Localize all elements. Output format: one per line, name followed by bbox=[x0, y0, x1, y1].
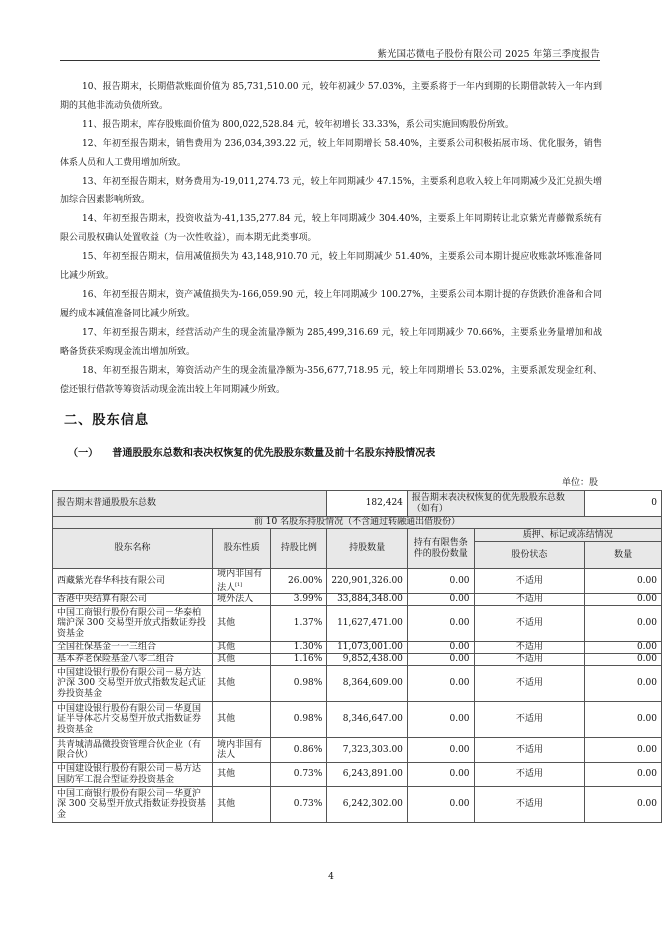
share-status bbox=[474, 606, 585, 642]
holding-amount bbox=[327, 654, 408, 666]
share-status-text: 不适用 bbox=[515, 642, 543, 653]
shareholder-name bbox=[53, 738, 213, 763]
holding-ratio bbox=[271, 702, 327, 738]
note-item: 13、年初至报告期末，财务费用为-19,011,274.73 元，较上年同期减少 47.15%，主要系利息收入较上年同期减少及汇兑损失增加综合因素影响所致。 bbox=[60, 176, 602, 206]
common-holders-value: 182,424 bbox=[327, 491, 408, 517]
shareholder-name-text: 全国社保基金一一三组合 bbox=[57, 642, 157, 653]
share-status-text: 不适用 bbox=[515, 799, 543, 810]
pledged-quantity bbox=[585, 606, 662, 642]
restricted-shares bbox=[407, 569, 474, 594]
shareholder-nature bbox=[213, 787, 271, 823]
share-status-text: 不适用 bbox=[515, 618, 543, 629]
pledged-quantity-text: 0.00 bbox=[636, 769, 657, 780]
header-amount: 持股数量 bbox=[327, 529, 408, 569]
holding-ratio bbox=[271, 594, 327, 606]
table-row bbox=[53, 702, 662, 738]
header-name: 股东名称 bbox=[53, 529, 213, 569]
pledged-quantity bbox=[585, 654, 662, 666]
pledged-quantity bbox=[585, 763, 662, 787]
share-status-text: 不适用 bbox=[515, 678, 543, 689]
holding-amount-text: 33,884,348.00 bbox=[337, 594, 403, 605]
shareholder-nature-text: 其他 bbox=[217, 769, 236, 780]
holding-amount bbox=[327, 787, 408, 823]
holding-ratio-text: 0.73% bbox=[293, 769, 323, 780]
pledged-quantity-text: 0.00 bbox=[636, 744, 657, 755]
share-status bbox=[474, 738, 585, 763]
unit-label: 单位：股 bbox=[561, 478, 598, 488]
shareholder-nature-text: 境内非国有法人 bbox=[217, 569, 263, 593]
share-status-text: 不适用 bbox=[515, 714, 543, 725]
header-restricted: 持有有限售条件的股份数量 bbox=[407, 529, 474, 569]
table-row bbox=[53, 594, 662, 606]
shareholder-name-text: 中国工商银行股份有限公司－华泰柏瑞沪深 300 交易型开放式指数证券投资基金 bbox=[57, 607, 206, 639]
shareholder-name bbox=[53, 642, 213, 654]
holding-amount bbox=[327, 738, 408, 763]
shareholder-table bbox=[52, 490, 662, 823]
holding-ratio-text: 0.98% bbox=[293, 714, 323, 725]
pledged-quantity-text: 0.00 bbox=[636, 594, 657, 605]
restricted-shares-text: 0.00 bbox=[449, 714, 470, 725]
shareholder-name-text: 中国建设银行股份有限公司－易方达国防军工混合型证券投资基金 bbox=[57, 764, 202, 785]
holding-amount bbox=[327, 763, 408, 787]
restricted-shares bbox=[407, 606, 474, 642]
share-status bbox=[474, 594, 585, 606]
restricted-shares bbox=[407, 763, 474, 787]
restricted-shares bbox=[407, 594, 474, 606]
holding-amount bbox=[327, 569, 408, 594]
notes-list bbox=[60, 78, 602, 399]
restricted-shares bbox=[407, 738, 474, 763]
holding-ratio bbox=[271, 787, 327, 823]
shareholder-nature-text: 其他 bbox=[217, 642, 236, 653]
restricted-shares bbox=[407, 654, 474, 666]
restricted-shares-text: 0.00 bbox=[449, 618, 470, 629]
pledged-quantity-text: 0.00 bbox=[636, 714, 657, 725]
holding-ratio bbox=[271, 654, 327, 666]
pledged-quantity bbox=[585, 666, 662, 702]
shareholder-nature bbox=[213, 642, 271, 654]
header-divider bbox=[60, 60, 600, 61]
pledged-quantity-text: 0.00 bbox=[636, 642, 657, 653]
restricted-shares-text: 0.00 bbox=[449, 799, 470, 810]
shareholder-nature bbox=[213, 702, 271, 738]
note-item: 12、年初至报告期末，销售费用为 236,034,393.22 元，较上年同期增长 58.40%，主要系公司积极拓展市场、优化服务，销售体系人员和人工费用增加所致。 bbox=[60, 138, 602, 168]
pledged-quantity bbox=[585, 702, 662, 738]
holding-ratio-text: 1.16% bbox=[293, 654, 323, 665]
subsection-number: （一） bbox=[68, 448, 99, 459]
holding-ratio bbox=[271, 569, 327, 594]
shareholder-name bbox=[53, 594, 213, 606]
table-row bbox=[53, 738, 662, 763]
holding-amount-text: 8,346,647.00 bbox=[342, 714, 403, 725]
shareholder-nature-text: 境内非国有法人 bbox=[217, 739, 263, 760]
holding-ratio bbox=[271, 763, 327, 787]
table-row bbox=[53, 569, 662, 594]
restricted-shares-text: 0.00 bbox=[449, 594, 470, 605]
note-item: 10、报告期末，长期借款账面价值为 85,731,510.00 元，较年初减少 57.03%，主要系将于一年内到期的长期借款转入一年内到期的其他非流动负债所致。 bbox=[60, 82, 602, 111]
restricted-shares bbox=[407, 666, 474, 702]
preferred-holders-value: 0 bbox=[585, 491, 662, 517]
pledged-quantity-text: 0.00 bbox=[636, 654, 657, 665]
holding-amount-text: 8,364,609.00 bbox=[342, 678, 403, 689]
pledged-quantity bbox=[585, 738, 662, 763]
holding-ratio-text: 0.73% bbox=[293, 799, 323, 810]
preferred-holders-label: 报告期末表决权恢复的优先股股东总数（如有） bbox=[407, 491, 584, 517]
holding-amount-text: 9,852,438.00 bbox=[342, 654, 403, 665]
holding-ratio-text: 0.98% bbox=[293, 678, 323, 689]
restricted-shares-text: 0.00 bbox=[449, 678, 470, 689]
holding-amount-text: 220,901,326.00 bbox=[331, 575, 403, 586]
holding-amount-text: 7,323,303.00 bbox=[342, 744, 403, 755]
report-title: 紫光国芯微电子股份有限公司 2025 年第三季度报告 bbox=[377, 49, 600, 60]
shareholder-name-text: 西藏紫光春华科技有限公司 bbox=[57, 575, 166, 586]
holding-amount bbox=[327, 606, 408, 642]
note-item: 16、年初至报告期末，资产减值损失为-166,059.90 元，较上年同期减少 100.27%，主要系公司本期计提的存货跌价准备和合同履约成本减值准备同比减少所致。 bbox=[60, 289, 602, 319]
restricted-shares bbox=[407, 642, 474, 654]
shareholder-nature bbox=[213, 594, 271, 606]
share-status bbox=[474, 654, 585, 666]
shareholder-nature bbox=[213, 606, 271, 642]
header-row bbox=[53, 529, 662, 542]
holding-ratio-text: 1.37% bbox=[293, 618, 323, 629]
table-row bbox=[53, 654, 662, 666]
restricted-shares-text: 0.00 bbox=[449, 744, 470, 755]
table-caption: 前 10 名股东持股情况（不含通过转融通出借股份） bbox=[53, 517, 662, 529]
shareholder-name-text: 共青城清晶微投资管理合伙企业（有限合伙） bbox=[57, 739, 202, 760]
pledged-quantity bbox=[585, 594, 662, 606]
page-number: 4 bbox=[328, 872, 334, 882]
table-row bbox=[53, 787, 662, 823]
shareholder-name bbox=[53, 654, 213, 666]
holding-amount bbox=[327, 642, 408, 654]
shareholder-name bbox=[53, 787, 213, 823]
header-quantity: 数量 bbox=[585, 542, 662, 569]
shareholder-name-text: 中国建设银行股份有限公司－易方达沪深 300 交易型开放式指数发起式证券投资基金 bbox=[57, 667, 206, 699]
note-item: 15、年初至报告期末，信用减值损失为 43,148,910.70 元，较上年同期减少 51.40%，主要系公司本期计提应收账款坏账准备同比减少所致。 bbox=[60, 252, 602, 282]
holding-ratio bbox=[271, 642, 327, 654]
share-status bbox=[474, 702, 585, 738]
share-status-text: 不适用 bbox=[515, 769, 543, 780]
holding-ratio bbox=[271, 738, 327, 763]
shareholder-nature-text: 其他 bbox=[217, 654, 236, 665]
share-status-text: 不适用 bbox=[515, 594, 543, 605]
pledged-quantity bbox=[585, 642, 662, 654]
shareholder-name bbox=[53, 666, 213, 702]
shareholder-name bbox=[53, 702, 213, 738]
table-caption-row bbox=[53, 517, 662, 529]
shareholder-nature bbox=[213, 666, 271, 702]
shareholder-nature bbox=[213, 654, 271, 666]
footnote-mark: [1] bbox=[235, 581, 243, 588]
shareholder-name bbox=[53, 763, 213, 787]
table-row bbox=[53, 666, 662, 702]
subsection-title bbox=[68, 444, 435, 459]
header-nature: 股东性质 bbox=[213, 529, 271, 569]
common-holders-label: 报告期末普通股股东总数 bbox=[53, 491, 327, 517]
holding-amount bbox=[327, 702, 408, 738]
shareholder-name-text: 基本养老保险基金八零二组合 bbox=[57, 654, 175, 665]
shareholder-nature-text: 境外法人 bbox=[217, 594, 254, 605]
restricted-shares-text: 0.00 bbox=[449, 575, 470, 586]
share-status bbox=[474, 642, 585, 654]
table-row bbox=[53, 642, 662, 654]
restricted-shares-text: 0.00 bbox=[449, 654, 470, 665]
share-status bbox=[474, 763, 585, 787]
holding-ratio bbox=[271, 606, 327, 642]
shareholder-name bbox=[53, 606, 213, 642]
shareholder-nature bbox=[213, 763, 271, 787]
pledged-quantity-text: 0.00 bbox=[636, 799, 657, 810]
note-item: 11、报告期末，库存股账面价值为 800,022,528.84 元，较年初增长 33.33%，系公司实施回购股份所致。 bbox=[82, 119, 514, 130]
table-row bbox=[53, 763, 662, 787]
restricted-shares-text: 0.00 bbox=[449, 642, 470, 653]
shareholder-nature-text: 其他 bbox=[217, 678, 236, 689]
shareholder-nature-text: 其他 bbox=[217, 618, 236, 629]
shareholder-name bbox=[53, 569, 213, 594]
shareholder-name-text: 中国工商银行股份有限公司－华夏沪深 300 交易型开放式指数证券投资基金 bbox=[57, 788, 206, 820]
pledged-quantity bbox=[585, 787, 662, 823]
share-status bbox=[474, 787, 585, 823]
restricted-shares bbox=[407, 702, 474, 738]
shareholder-nature bbox=[213, 569, 271, 594]
note-item: 18、年初至报告期末，筹资活动产生的现金流量净额为-356,677,718.95 元，较上年同期增长 53.02%，主要系派发现金红利、偿还银行借款等筹资活动现金流出较上年同期减少所致。 bbox=[60, 365, 602, 395]
share-status bbox=[474, 569, 585, 594]
holding-amount-text: 6,243,891.00 bbox=[342, 769, 403, 780]
holding-ratio-text: 3.99% bbox=[293, 594, 323, 605]
holding-ratio-text: 0.86% bbox=[293, 744, 323, 755]
holding-amount bbox=[327, 594, 408, 606]
holding-amount-text: 6,242,302.00 bbox=[342, 799, 403, 810]
table-row bbox=[53, 606, 662, 642]
holding-ratio bbox=[271, 666, 327, 702]
header-pledge-group: 质押、标记或冻结情况 bbox=[474, 529, 661, 542]
holding-ratio-text: 1.30% bbox=[293, 642, 323, 653]
pledged-quantity-text: 0.00 bbox=[636, 575, 657, 586]
shareholder-nature-text: 其他 bbox=[217, 799, 236, 810]
restricted-shares bbox=[407, 787, 474, 823]
header-status: 股份状态 bbox=[474, 542, 585, 569]
shareholder-nature bbox=[213, 738, 271, 763]
holding-amount-text: 11,627,471.00 bbox=[337, 618, 403, 629]
holding-amount-text: 11,073,001.00 bbox=[337, 642, 403, 653]
pledged-quantity bbox=[585, 569, 662, 594]
share-status bbox=[474, 666, 585, 702]
holding-ratio-text: 26.00% bbox=[288, 575, 323, 586]
subsection-text: 普通股股东总数和表决权恢复的优先股股东数量及前十名股东持股情况表 bbox=[112, 448, 436, 459]
share-status-text: 不适用 bbox=[515, 654, 543, 665]
note-item: 14、年初至报告期末，投资收益为-41,135,277.84 元，较上年同期减少 304.40%，主要系上年同期转让北京紫光青藤微系统有限公司股权确认处置收益（为一次性收益），而本期无此类事项。 bbox=[60, 214, 602, 244]
pledged-quantity-text: 0.00 bbox=[636, 618, 657, 629]
restricted-shares-text: 0.00 bbox=[449, 769, 470, 780]
shareholder-name-text: 中国建设银行股份有限公司－华夏国证半导体芯片交易型开放式指数证券投资基金 bbox=[57, 703, 202, 735]
share-status-text: 不适用 bbox=[515, 744, 543, 755]
share-status-text: 不适用 bbox=[515, 575, 543, 586]
pledged-quantity-text: 0.00 bbox=[636, 678, 657, 689]
note-item: 17、年初至报告期末，经营活动产生的现金流量净额为 285,499,316.69 元，较上年同期减少 70.66%，主要系业务量增加和战略备货获采购现金流出增加所致。 bbox=[60, 327, 602, 357]
summary-row bbox=[53, 491, 662, 517]
shareholder-nature-text: 其他 bbox=[217, 714, 236, 725]
holding-amount bbox=[327, 666, 408, 702]
header-ratio: 持股比例 bbox=[271, 529, 327, 569]
section-title: 二、股东信息 bbox=[64, 413, 150, 428]
shareholder-name-text: 香港中央结算有限公司 bbox=[57, 594, 148, 605]
